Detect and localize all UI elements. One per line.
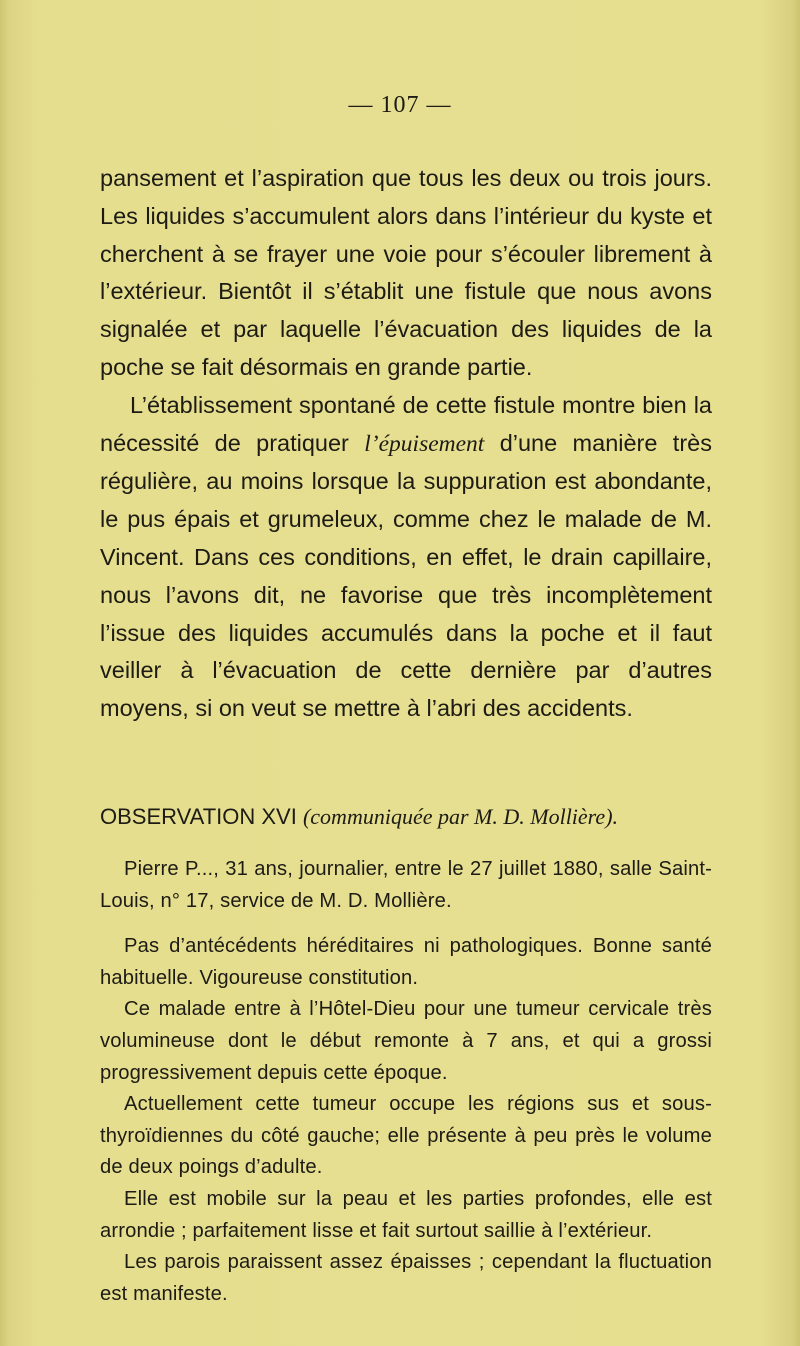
paragraph-2 [100, 387, 712, 728]
observation-paragraph: Ce malade entre à l’Hôtel-Dieu pour une tumeur cervicale très volumineuse dont le début remonte à 7 ans, et qui a grossi progressivement depuis cette époque. [100, 998, 712, 1084]
paragraph-2-start: L’établissement spontané de cette fistule montre bien la nécessité de pratiquer [100, 391, 712, 456]
page-number: — 107 — [348, 92, 452, 118]
paragraph-1: pansement et l’aspiration que tous les deux ou trois jours. Les liquides s’accumulent alors dans l’intérieur du kyste et cherchent à se frayer une voie pour s’écouler librement à l’extérieur. Bientôt il s’établit une fistule que nous avons signalée et par laquelle l’évacuation des liquides de la poche se fait désormais en grande partie. [100, 165, 712, 380]
observation-paragraph: Actuellement cette tumeur occupe les régions sus et sous-thyroïdiennes du côté gauche; elle présente à peu près le volume de deux poings d’adulte. [100, 1093, 712, 1179]
observation-title: OBSERVATION XVI [100, 804, 297, 829]
observation-paragraph: Pierre P..., 31 ans, journalier, entre le 27 juillet 1880, salle Saint-Louis, n° 17, service de M. D. Mollière. [100, 858, 712, 912]
observation-paragraph: Les parois paraissent assez épaisses ; cependant la fluctuation est manifeste. [100, 1251, 712, 1305]
observation-heading [100, 802, 740, 832]
paragraph-2-end: d’une manière très régulière, au moins lorsque la suppuration est abondante, le pus épais et grumeleux, comme chez le malade de M. Vincent. Dans ces conditions, en effet, le drain capillaire, nous l’avons dit, ne favorise que très incomplètement l’issue des liquides accumulés dans la poche et il faut veiller à l’évacuation de cette dernière par d’autres moyens, si on veut se mettre à l’abri des accidents. [100, 429, 712, 722]
paragraph-2-emphasis: l’épuisement [364, 430, 485, 457]
observation-paragraph: Elle est mobile sur la peau et les parties profondes, elle est arrondie ; parfaitement lisse et fait surtout saillie à l’extérieur. [100, 1187, 712, 1242]
observation-paragraph: Pas d’antécédents héréditaires ni pathologiques. Bonne santé habituelle. Vigoureuse constitution. [100, 935, 712, 989]
observation-attribution: (communiquée par M. D. Mollière). [302, 804, 619, 829]
main-text [100, 160, 712, 728]
observation-text [100, 854, 712, 1310]
